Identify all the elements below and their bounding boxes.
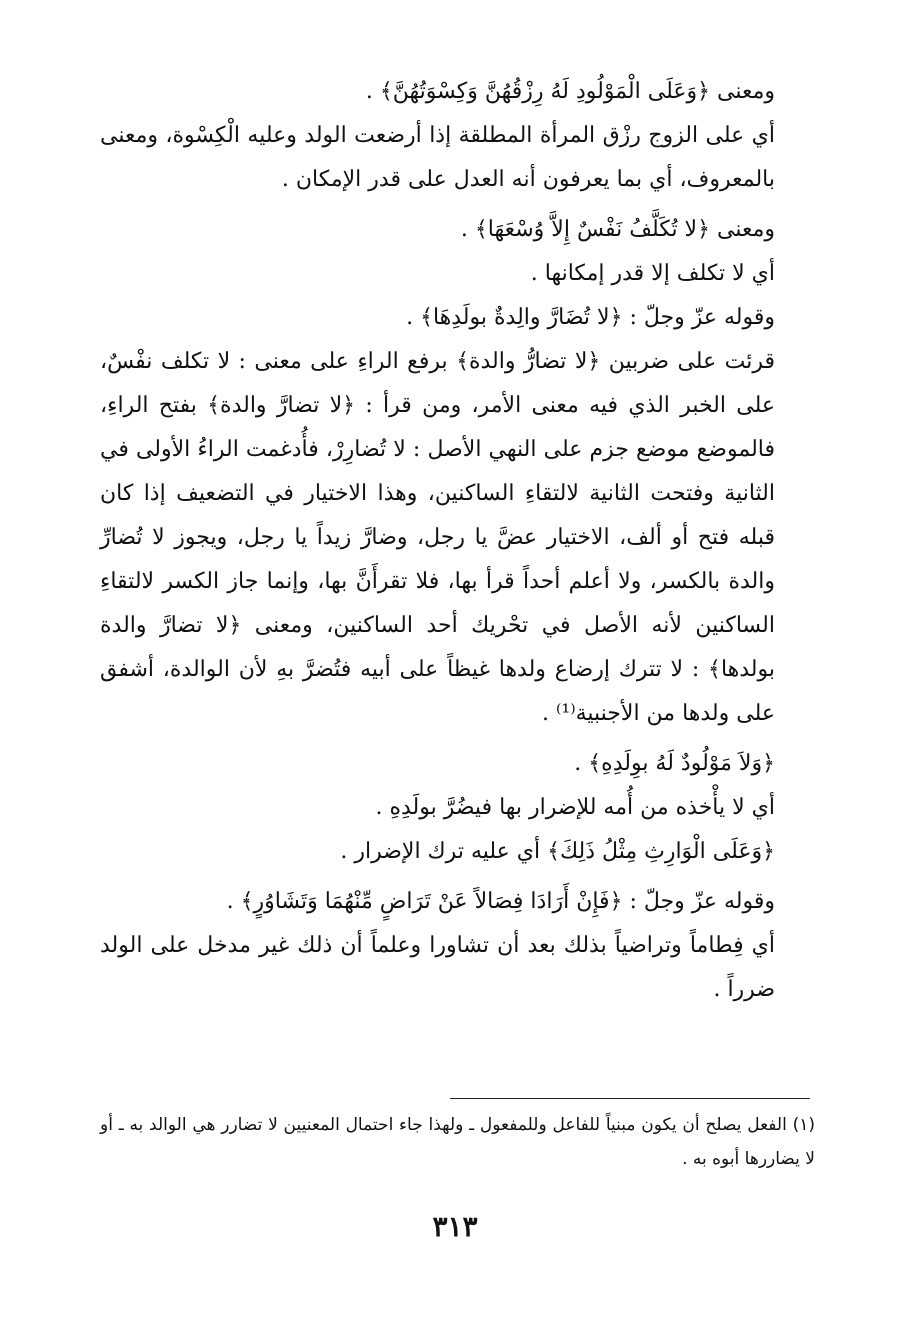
paragraph-8: أي لا يأْخذه من أُمه للإضرار بها فيضُرَّ بولَدِهِ . [375,795,775,820]
paragraph-7: ﴿وَلاَ مَوْلُودٌ لَهُ بوِلَدِهِ﴾ . [574,751,775,776]
footnote-divider [450,1098,810,1099]
paragraph-10: وقوله عزّ وجلّ : ﴿فَإِنْ أَرَادَا فِصَالاً عَنْ تَرَاضٍ مِّنْهُمَا وَتَشَاوُرٍ﴾ . [226,889,775,914]
paragraph-9: ﴿وَعَلَى الْوَارِثِ مِثْلُ ذَلِكَ﴾ أي عليه ترك الإضرار . [340,839,775,864]
paragraph-11: أي فِطاماً وتراضياً بذلك بعد أن تشاورا وعلماً أن ذلك غير مدخل على الولد ضرراً . [100,933,775,1002]
paragraph-4: أي لا تكلف إلا قدر إمكانها . [530,261,775,286]
main-text [100,70,815,1012]
paragraph-6: قرئت على ضربين ﴿لا تضارُّ والدة﴾ برفع الراءِ على معنى : لا تكلف نفْسٌ، على الخبر الذي فيه معنى الأمر، ومن قرأ : ﴿لا تضارَّ والدة﴾ بفتح الراءِ، فالموضع موضع جزم على النهي الأصل : لا تُضارِرْ، فأُدغمت الراءُ الأولى في الثانية وفتحت الثانية لالتقاءِ الساكنين، وهذا الاختيار في التضعيف إذا كان قبله فتح أو ألف، الاختيار عضَّ يا رجل، وضارَّ زيداً يا رجل، ويجوز لا تُضارِّ والدة بالكسر، ولا أعلم أحداً قرأ بها، فلا تقرأَنَّ بها، وإنما جاز الكسر لالتقاءِ الساكنين لأنه الأصل في تحْريك أحد الساكنين، ومعنى ﴿لا تضارَّ والدة بولدها﴾ : لا تترك إرضاع ولدها غيظاً على أبيه فتُضرَّ بهِ لأن الوالدة، أشفق على ولدها من الأجنبية⁽¹⁾ . [100,349,776,726]
footnote: (١) الفعل يصلح أن يكون مبنياً للفاعل وللمفعول ـ ولهذا جاء احتمال المعنيين لا تضارر هي الوالد به ـ أو لا يضاررها أبوه به . [100,1115,815,1169]
paragraph-2: أي على الزوج رزْق المرأة المطلقة إذا أرضعت الولد وعليه الْكِسْوة، ومعنى بالمعروف، أي بما يعرفون أنه العدل على قدر الإمكان . [100,123,775,192]
paragraph-3: ومعنى ﴿لا تُكَلَّفُ نَفْسٌ إِلاَّ وُسْعَهَا﴾ . [460,217,775,242]
paragraph-5: وقوله عزّ وجلّ : ﴿لا تُضَارَّ والِدةٌ بولَدِهَا﴾ . [406,305,775,330]
page-number: ٣١٣ [432,1210,478,1243]
paragraph-1: ومعنى ﴿وَعَلَى الْمَوْلُودِ لَهُ رِزْقُهُنَّ وَكِسْوَتُهُنَّ﴾ . [365,79,775,104]
